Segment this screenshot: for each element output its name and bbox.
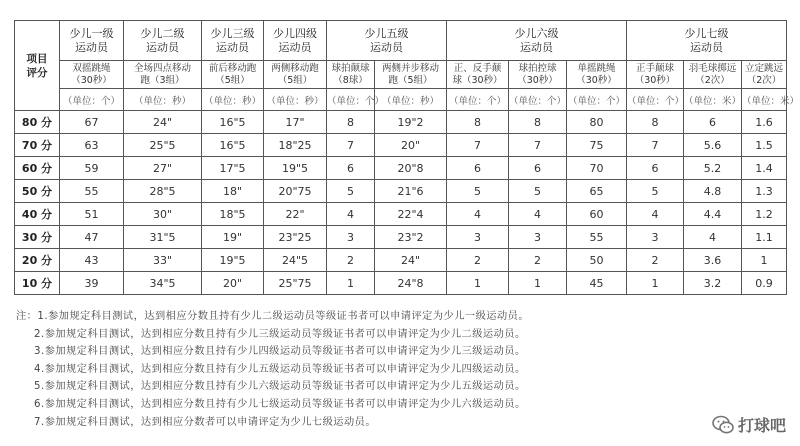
unit-header: （单位：秒） <box>202 89 264 111</box>
value-cell: 63 <box>60 134 124 157</box>
table-row <box>15 134 787 157</box>
level-2-header: 少儿二级 运动员 <box>124 21 202 61</box>
value-cell: 19"5 <box>202 249 264 272</box>
value-cell: 5 <box>509 180 567 203</box>
value-cell: 19" <box>202 226 264 249</box>
event-header: 单摇跳绳 （30秒） <box>567 61 627 89</box>
unit-header: （单位：秒） <box>375 89 447 111</box>
value-cell: 75 <box>567 134 627 157</box>
score-cell: 70 分 <box>15 134 60 157</box>
value-cell: 5.2 <box>684 157 742 180</box>
value-cell: 0.9 <box>742 272 787 295</box>
value-cell: 19"5 <box>264 157 327 180</box>
value-cell: 17" <box>264 111 327 134</box>
value-cell: 1.6 <box>742 111 787 134</box>
value-cell: 50 <box>567 249 627 272</box>
note-line: 3.参加规定科目测试，达到相应分数且持有少儿四级运动员等级证书者可以申请评定为少儿三级运动员。 <box>34 346 526 358</box>
value-cell: 4 <box>509 203 567 226</box>
unit-header: （单位：个） <box>509 89 567 111</box>
row-header-label: 项目 评分 <box>15 21 60 111</box>
score-cell: 80 分 <box>15 111 60 134</box>
event-header: 球拍颠球 （8球） <box>327 61 375 89</box>
value-cell: 23"2 <box>375 226 447 249</box>
value-cell: 4 <box>447 203 509 226</box>
value-cell: 28"5 <box>124 180 202 203</box>
value-cell: 5.6 <box>684 134 742 157</box>
event-header: 球拍控球 （30秒） <box>509 61 567 89</box>
value-cell: 25"5 <box>124 134 202 157</box>
value-cell: 24"5 <box>264 249 327 272</box>
event-header: 全场四点移动 跑（3组） <box>124 61 202 89</box>
value-cell: 70 <box>567 157 627 180</box>
value-cell: 80 <box>567 111 627 134</box>
table-row <box>15 226 787 249</box>
value-cell: 31"5 <box>124 226 202 249</box>
value-cell: 2 <box>327 249 375 272</box>
value-cell: 18"25 <box>264 134 327 157</box>
event-header: 立定跳远 （2次） <box>742 61 787 89</box>
value-cell: 16"5 <box>202 134 264 157</box>
value-cell: 4 <box>684 226 742 249</box>
value-cell: 6 <box>684 111 742 134</box>
watermark-text: 打球吧 <box>737 416 786 435</box>
level-4-header: 少儿四级 运动员 <box>264 21 327 61</box>
grade-table <box>14 20 800 295</box>
value-cell: 4 <box>627 203 684 226</box>
value-cell: 6 <box>627 157 684 180</box>
event-header: 正手颠球 （30秒） <box>627 61 684 89</box>
value-cell: 20"75 <box>264 180 327 203</box>
value-cell: 3 <box>327 226 375 249</box>
value-cell: 6 <box>509 157 567 180</box>
note-line: 6.参加规定科目测试，达到相应分数且持有少儿七级运动员等级证书者可以申请评定为少儿六级运动员。 <box>34 398 526 410</box>
value-cell: 24"8 <box>375 272 447 295</box>
value-cell: 8 <box>447 111 509 134</box>
value-cell: 6 <box>447 157 509 180</box>
value-cell: 18" <box>202 180 264 203</box>
value-cell: 8 <box>327 111 375 134</box>
note-line: 7.参加规定科目测试，达到相应分数者可以申请评定为少儿七级运动员。 <box>34 416 377 428</box>
level-3-header: 少儿三级 运动员 <box>202 21 264 61</box>
unit-header: （单位：个） <box>327 89 375 111</box>
event-header: 羽毛球掷远 （2次） <box>684 61 742 89</box>
table-row <box>15 272 787 295</box>
value-cell: 7 <box>447 134 509 157</box>
value-cell: 21"6 <box>375 180 447 203</box>
value-cell: 34"5 <box>124 272 202 295</box>
table-row <box>15 157 787 180</box>
value-cell: 60 <box>567 203 627 226</box>
value-cell: 2 <box>509 249 567 272</box>
value-cell: 3 <box>447 226 509 249</box>
value-cell: 20"8 <box>375 157 447 180</box>
value-cell: 8 <box>627 111 684 134</box>
table-row <box>15 249 787 272</box>
value-cell: 27" <box>124 157 202 180</box>
value-cell: 45 <box>567 272 627 295</box>
score-cell: 40 分 <box>15 203 60 226</box>
score-cell: 50 分 <box>15 180 60 203</box>
value-cell: 65 <box>567 180 627 203</box>
value-cell: 1 <box>627 272 684 295</box>
value-cell: 23"25 <box>264 226 327 249</box>
value-cell: 1.2 <box>742 203 787 226</box>
event-header: 正、反手颠 球（30秒） <box>447 61 509 89</box>
unit-header: （单位：米） <box>742 89 787 111</box>
value-cell: 1 <box>742 249 787 272</box>
value-cell: 2 <box>447 249 509 272</box>
score-cell: 10 分 <box>15 272 60 295</box>
event-header: 前后移动跑 （5组） <box>202 61 264 89</box>
value-cell: 19"2 <box>375 111 447 134</box>
unit-header: （单位：个） <box>447 89 509 111</box>
value-cell: 30" <box>124 203 202 226</box>
unit-header: （单位：个） <box>567 89 627 111</box>
value-cell: 16"5 <box>202 111 264 134</box>
unit-header: （单位：米） <box>684 89 742 111</box>
value-cell: 25"75 <box>264 272 327 295</box>
score-cell: 30 分 <box>15 226 60 249</box>
event-header: 两侧移动跑 （5组） <box>264 61 327 89</box>
value-cell: 6 <box>327 157 375 180</box>
value-cell: 33" <box>124 249 202 272</box>
score-cell: 20 分 <box>15 249 60 272</box>
note-line: 5.参加规定科目测试，达到相应分数且持有少儿六级运动员等级证书者可以申请评定为少儿五级运动员。 <box>34 381 526 393</box>
value-cell: 5 <box>627 180 684 203</box>
value-cell: 43 <box>60 249 124 272</box>
value-cell: 20" <box>375 134 447 157</box>
event-header: 双摇跳绳 （30秒） <box>60 61 124 89</box>
value-cell: 20" <box>202 272 264 295</box>
value-cell: 51 <box>60 203 124 226</box>
value-cell: 1.3 <box>742 180 787 203</box>
unit-header: （单位：秒） <box>264 89 327 111</box>
value-cell: 24" <box>124 111 202 134</box>
value-cell: 5 <box>327 180 375 203</box>
value-cell: 8 <box>509 111 567 134</box>
note-line: 注：1.参加规定科目测试，达到相应分数且持有少儿二级运动员等级证书者可以申请评定为少儿一级运动员。 <box>16 311 530 322</box>
value-cell: 7 <box>327 134 375 157</box>
value-cell: 1 <box>327 272 375 295</box>
value-cell: 7 <box>627 134 684 157</box>
value-cell: 22" <box>264 203 327 226</box>
table-row <box>15 111 787 134</box>
table-row <box>15 180 787 203</box>
value-cell: 24" <box>375 249 447 272</box>
value-cell: 18"5 <box>202 203 264 226</box>
table-row <box>15 203 787 226</box>
value-cell: 17"5 <box>202 157 264 180</box>
value-cell: 4.8 <box>684 180 742 203</box>
value-cell: 67 <box>60 111 124 134</box>
wechat-icon <box>712 415 734 435</box>
value-cell: 1.4 <box>742 157 787 180</box>
value-cell: 55 <box>60 180 124 203</box>
value-cell: 1.1 <box>742 226 787 249</box>
value-cell: 4 <box>327 203 375 226</box>
value-cell: 3.6 <box>684 249 742 272</box>
notes <box>16 308 529 431</box>
value-cell: 3.2 <box>684 272 742 295</box>
unit-header: （单位：个） <box>627 89 684 111</box>
level-7-header: 少儿七级 运动员 <box>627 21 787 61</box>
value-cell: 1 <box>447 272 509 295</box>
level-6-header: 少儿六级 运动员 <box>447 21 627 61</box>
value-cell: 3 <box>627 226 684 249</box>
score-cell: 60 分 <box>15 157 60 180</box>
note-line: 2.参加规定科目测试，达到相应分数且持有少儿三级运动员等级证书者可以申请评定为少儿二级运动员。 <box>34 328 526 340</box>
value-cell: 4.4 <box>684 203 742 226</box>
value-cell: 1 <box>509 272 567 295</box>
watermark <box>712 413 786 436</box>
value-cell: 39 <box>60 272 124 295</box>
event-header: 两侧并步移动 跑（5组） <box>375 61 447 89</box>
value-cell: 2 <box>627 249 684 272</box>
level-5-header: 少儿五级 运动员 <box>327 21 447 61</box>
value-cell: 22"4 <box>375 203 447 226</box>
value-cell: 59 <box>60 157 124 180</box>
value-cell: 1.5 <box>742 134 787 157</box>
level-1-header: 少儿一级 运动员 <box>60 21 124 61</box>
value-cell: 7 <box>509 134 567 157</box>
note-line: 4.参加规定科目测试，达到相应分数且持有少儿五级运动员等级证书者可以申请评定为少儿四级运动员。 <box>34 363 526 375</box>
value-cell: 47 <box>60 226 124 249</box>
unit-header: （单位：秒） <box>124 89 202 111</box>
value-cell: 55 <box>567 226 627 249</box>
value-cell: 3 <box>509 226 567 249</box>
value-cell: 5 <box>447 180 509 203</box>
unit-header: （单位：个） <box>60 89 124 111</box>
